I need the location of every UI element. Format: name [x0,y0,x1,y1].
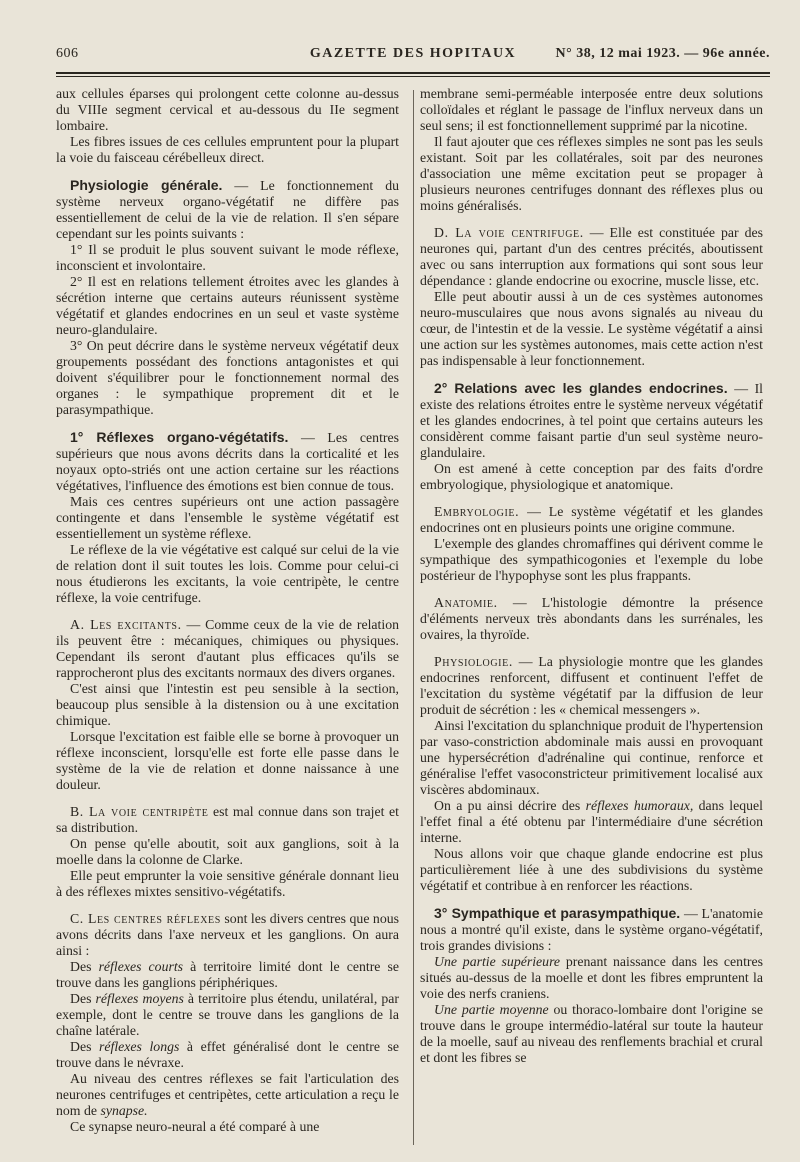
subsection-label: C. Les centres réflexes [70,911,221,926]
text: Des [70,959,99,974]
section-reflexes [56,429,399,494]
journal-title: GAZETTE DES HOPITAUX [309,46,517,61]
subsection-text: — Elle est constituée par des neurones qui, partant d'un des centres précités, aboutissent avec ou sans interruption aux formations qui sont sous leur dépendance : glande endocrine ou exocrine, muscle lisse, etc. [420,225,763,288]
paragraph: membrane semi-perméable interposée entre deux solutions colloïdales et réglant le passage de l'influx nerveux dans un seul sens; il est fonctionnellement supprimé par la nicotine. [420,86,763,133]
section-text: — Les centres supérieurs que nous avons décrits dans la corticalité et les noyaux opto-striés ont une action certaine sur les réactions végétatives, l'influence des émotions est bien connue de tous. [56,430,400,493]
italic-term: Une partie moyenne [434,1002,549,1017]
subsection-text: — Le système végétatif et les glandes endocrines ont en plusieurs points une origine commune. [420,504,763,535]
paragraph: Mais ces centres supérieurs ont une action passagère contingente et dans l'ensemble le système végétatif est essentiellement un système réflexe. [56,494,399,541]
paragraph: Les fibres issues de ces cellules empruntent pour la plupart la voie du faisceau cérébelleux direct. [56,134,399,165]
section-text: — Le fonctionnement du système nerveux organo-végétatif ne diffère pas essentiellement de celui de la vie de relation. Il s'en sépare cependant sur les points suivants : [56,178,400,241]
italic-term: réflexes longs [99,1039,180,1054]
column-divider [413,90,414,1145]
italic-term: Une partie supérieure [434,954,561,969]
subsection-text: — L'histologie démontre la présence d'éléments nerveux très abondants dans les surrénales, les ovaires, la thyroïde. [420,595,763,642]
subsection-voie-centrifuge [420,225,763,289]
subsection-voie-centripete [56,804,399,836]
paragraph [56,959,399,991]
text: Des [70,1039,100,1054]
subsection-label: Physiologie. [434,654,513,669]
paragraph [420,1002,763,1066]
header-rule-thin [56,76,770,77]
subsection-excitants [56,617,399,681]
subsection-centres-reflexes [56,911,399,959]
text: Au niveau des centres réflexes se fait l'articulation des neurones centrifuges et centripètes, cette articulation a reçu le nom de [56,1071,399,1118]
list-item: 3° On peut décrire dans le système nerveux végétatif deux groupements possédant des fonctions antagonistes et qui doivent s'équilibrer pour le fonctionnement normal des organes : le sympathique proprement dit et le parasympathique. [56,338,399,417]
paragraph [420,798,763,846]
section-text: — Il existe des relations étroites entre le système nerveux végétatif et les glandes endocrines, à tel point que certains auteurs les considèrent comme faisant partie d'un seul système neuro-glandulaire. [420,381,764,460]
paragraph: Le réflexe de la vie végétative est calqué sur celui de la vie de relation dont il suit toutes les lois. Comme pour celui-ci nous étudierons les excitants, la voie centripète, le centre réflexe, la voie centrifuge. [56,542,399,605]
subsection-physiologie [420,654,763,718]
section-heading: 1° Réflexes organo-végétatifs. [70,429,289,445]
paragraph: Elle peut emprunter la voie sensitive générale donnant lieu à des réflexes mixtes sensitivo-végétatifs. [56,868,399,899]
issue-info: N° 38, 12 mai 1923. — 96e année. [555,46,770,61]
text: On a pu ainsi décrire des [434,798,586,813]
subsection-embryologie [420,504,763,536]
subsection-text: — La physiologie montre que les glandes endocrines renforcent, diffusent et continuent l'effet de l'excitation du système végétatif par la diffusion de leur produit de sécrétion : les « chemical messengers ». [420,654,763,717]
italic-term: réflexes moyens [95,991,184,1006]
paragraph: Ce synapse neuro-neural a été comparé à une [70,1119,320,1134]
paragraph: Il faut ajouter que ces réflexes simples ne sont pas les seuls existant. Soit par les collatérales, soit par des neurones d'association une même excitation peut se propager à plusieurs neurones centrifuges donnant des réflexes plus ou moins généralisés. [420,134,763,213]
subsection-text: est mal connue dans son trajet et sa distribution. [56,804,399,835]
header-rule-thick [56,72,770,74]
paragraph [56,991,399,1039]
paragraph: On pense qu'elle aboutit, soit aux ganglions, soit à la moelle dans la colonne de Clarke. [56,836,399,867]
paragraph: On est amené à cette conception par des faits d'ordre embryologique, physiologique et anatomique. [420,461,763,492]
paragraph [56,1071,399,1119]
italic-term: synapse. [100,1103,148,1118]
section-text: — L'anatomie nous a montré qu'il existe, dans le système organo-végétatif, trois grandes divisions : [420,906,764,953]
text: à effet généralisé dont le centre se trouve dans le névraxe. [56,1039,400,1070]
list-item: 1° Il se produit le plus souvent suivant le mode réflexe, inconscient et involontaire. [56,242,399,273]
paragraph: Nous allons voir que chaque glande endocrine est plus particulièrement liée à une des subdivisions du système végétatif et contribue à en renforcer les réactions. [420,846,763,893]
text: prenant naissance dans les centres situés au-dessus de la moelle et dont les fibres empruntent la voie des nerfs craniens. [420,954,763,1001]
paragraph: Ainsi l'excitation du splanchnique produit de l'hypertension par vaso-constriction abdominale mais aussi en provoquant une hypersécrétion d'adrénaline qui continue, renforce et généralise l'effet vasoconstricteur primitivement localisé aux viscères abdominaux. [420,718,763,797]
text: Des [70,991,96,1006]
section-heading: Physiologie générale. [70,177,223,193]
subsection-label: Anatomie. [434,595,498,610]
left-column [56,86,399,1135]
subsection-text: — Comme ceux de la vie de relation ils peuvent être : mécaniques, chimiques ou physiques. Cependant ils seront d'autant plus efficaces qu'ils se rapprocheront plus des excitants normaux des divers organes. [56,617,399,680]
list-item: 2° Il est en relations tellement étroites avec les glandes à sécrétion interne que certains auteurs réunissent système végétatif et glandes endocrines en un seul et vaste système neuro-glandulaire. [56,274,399,337]
section-heading: 2° Relations avec les glandes endocrines. [434,380,728,396]
section-physiologie-generale [56,177,399,242]
subsection-label: B. La voie centripète [70,804,209,819]
paragraph: aux cellules éparses qui prolongent cette colonne au-dessus du VIIIe segment cervical et au-dessous du IIe segment lombaire. [56,86,399,133]
text: à territoire plus étendu, unilatéral, par exemple, dont le centre se trouve dans les ganglions de la chaîne latérale. [56,991,400,1038]
right-column [420,86,763,1066]
section-heading: 3° Sympathique et parasympathique. [434,905,681,921]
paragraph: Lorsque l'excitation est faible elle se borne à provoquer un réflexe inconscient, lorsqu'elle est forte elle passe dans le système de la vie de relation et donne naissance à une douleur. [56,729,399,792]
italic-term: réflexes courts [98,959,184,974]
paragraph [420,954,763,1002]
italic-term: réflexes humoraux, [585,798,694,813]
paragraph: L'exemple des glandes chromaffines qui dérivent comme le sympathique des sympathicogonies et l'exemple du lobe postérieur de l'hypophyse sont les plus frappants. [420,536,763,583]
section-sympathique [420,905,763,954]
subsection-label: Embryologie. [434,504,520,519]
text: ou thoraco-lombaire dont l'origine se trouve dans le groupe intermédio-latéral sur toute la hauteur de la moelle, sauf au niveau des renflements brachial et crural et dont les fibres se [420,1002,764,1065]
page-number: 606 [56,46,79,61]
section-relations-glandes [420,380,763,461]
subsection-label: A. Les excitants. [70,617,182,632]
paragraph: Elle peut aboutir aussi à un de ces systèmes autonomes neuro-musculaires que nous avons signalés au niveau du cœur, de l'intestin et de la vessie. Le système végétatif a ainsi une action sur les systèmes autonomes, mais cette action n'est pas indispensable à leur fonctionnement. [420,289,763,368]
text: dans lequel l'effet final a été obtenu par l'intermédiaire d'une sécrétion interne. [420,798,763,845]
subsection-label: D. La voie centrifuge. [434,225,584,240]
page-header [56,46,770,68]
subsection-text: sont les divers centres que nous avons décrits dans l'axe nerveux et les ganglions. On aura ainsi : [56,911,399,958]
text: à territoire limité dont le centre se trouve dans les ganglions périphériques. [56,959,400,990]
paragraph [56,1039,399,1071]
paragraph: C'est ainsi que l'intestin est peu sensible à la section, beaucoup plus sensible à la distension ou à une excitation chimique. [56,681,399,728]
subsection-anatomie [420,595,763,643]
